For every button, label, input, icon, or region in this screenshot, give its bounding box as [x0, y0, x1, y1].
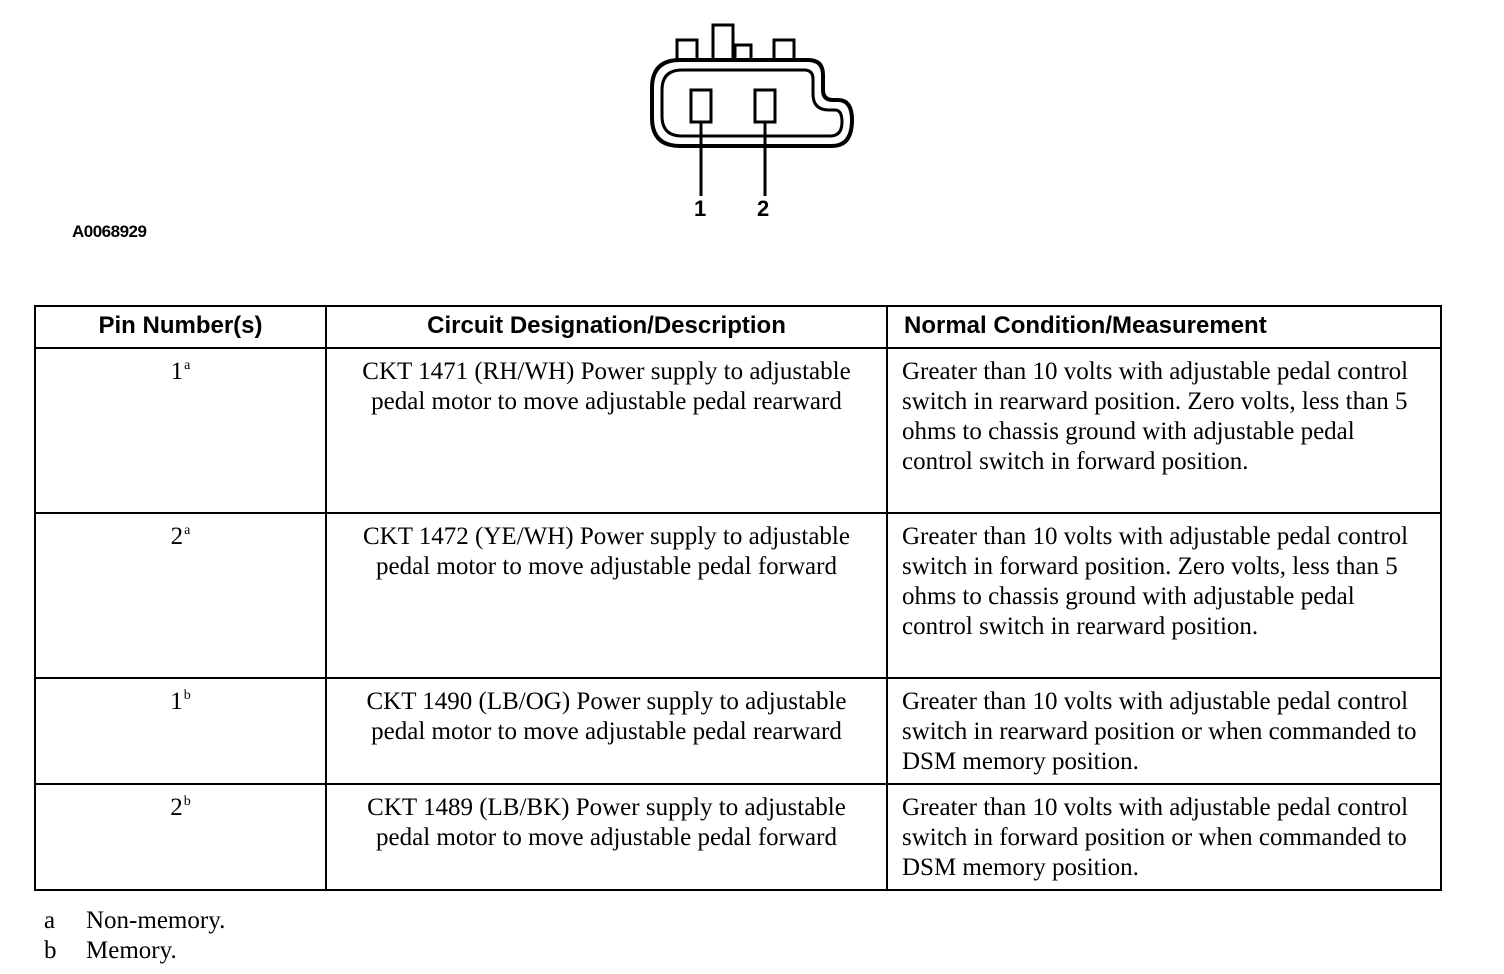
footnote-mark: a: [184, 523, 191, 538]
header-normal-condition: Normal Condition/Measurement: [887, 306, 1441, 348]
footnotes: [44, 906, 225, 966]
footnote-mark: b: [183, 688, 191, 703]
connector-tab: [677, 40, 697, 60]
normal-condition: Greater than 10 volts with adjustable pedal control switch in rearward position or when commanded to DSM memory position.: [887, 678, 1441, 784]
normal-condition: Greater than 10 volts with adjustable pedal control switch in rearward position. Zero volts, less than 5 ohms to chassis ground with adjustable pedal control switch in forward position.: [887, 348, 1441, 513]
table-row: [35, 678, 1441, 784]
footnote-mark: b: [183, 794, 191, 809]
header-pin-numbers: Pin Number(s): [35, 306, 326, 348]
table-row: [35, 513, 1441, 678]
connector-diagram: [640, 18, 870, 228]
pin-number-cell: [35, 678, 326, 784]
figure-id: A0068929: [72, 222, 147, 241]
footnote-key: b: [44, 937, 57, 964]
circuit-description: CKT 1471 (RH/WH) Power supply to adjustable pedal motor to move adjustable pedal rearward: [326, 348, 887, 513]
pin-number: 2: [170, 794, 183, 821]
pin-spec-table: [34, 305, 1442, 891]
pin-number: 1: [170, 688, 183, 715]
connector-tab: [774, 40, 794, 60]
footnote-key: a: [44, 907, 56, 934]
pin-label-1: 1: [694, 196, 707, 221]
pin-number-cell: [35, 348, 326, 513]
circuit-description: CKT 1490 (LB/OG) Power supply to adjustable pedal motor to move adjustable pedal rearward: [326, 678, 887, 784]
header-circuit-designation: Circuit Designation/Description: [326, 306, 887, 348]
circuit-description: CKT 1472 (YE/WH) Power supply to adjustable pedal motor to move adjustable pedal forward: [326, 513, 887, 678]
table-row: [35, 784, 1441, 890]
connector-tab: [713, 25, 733, 60]
normal-condition: Greater than 10 volts with adjustable pedal control switch in forward position. Zero volts, less than 5 ohms to chassis ground with adjustable pedal control switch in rearward position.: [887, 513, 1441, 678]
table-row: [35, 348, 1441, 513]
footnote-mark: a: [184, 358, 191, 373]
footnote-text: Memory.: [86, 937, 177, 964]
footnote-text: Non-memory.: [86, 907, 226, 934]
normal-condition: Greater than 10 volts with adjustable pedal control switch in forward position or when commanded to DSM memory position.: [887, 784, 1441, 890]
circuit-description: CKT 1489 (LB/BK) Power supply to adjustable pedal motor to move adjustable pedal forward: [326, 784, 887, 890]
pin-number: 2: [170, 523, 184, 550]
pin-label-2: 2: [757, 196, 770, 221]
pin-cavity-2: [755, 90, 775, 122]
pin-number-cell: [35, 513, 326, 678]
connector-tab: [735, 45, 751, 60]
pin-number: 1: [170, 358, 184, 385]
pin-cavity-1: [691, 90, 711, 122]
footnote-item: [44, 936, 225, 966]
footnote-item: [44, 906, 225, 936]
table-header-row: [35, 306, 1441, 348]
pin-number-cell: [35, 784, 326, 890]
